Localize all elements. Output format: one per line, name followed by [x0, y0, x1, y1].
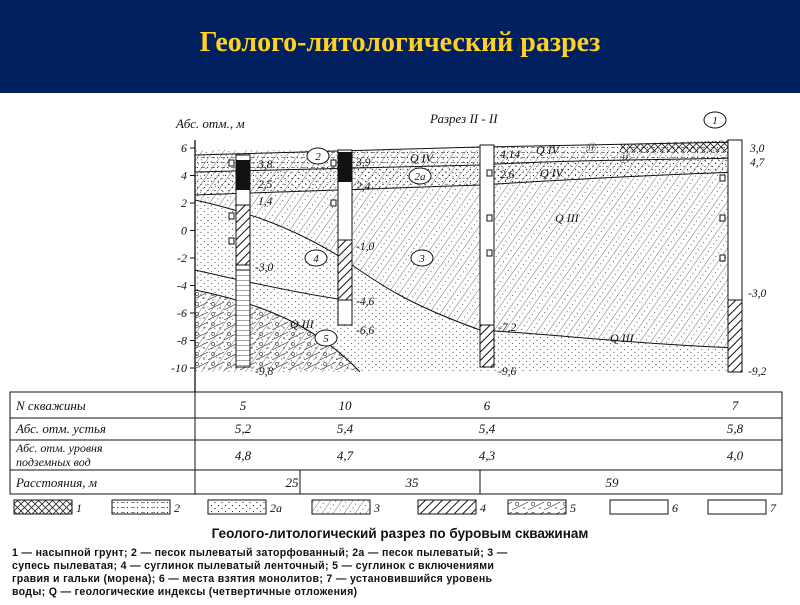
depth-label: -9,6: [498, 366, 517, 378]
elevation-label: 2,4: [356, 181, 371, 193]
well-data-table: [10, 392, 782, 494]
layer-1-fill: [620, 140, 740, 152]
distance-value: 25: [285, 475, 299, 490]
y-tick-label: 0: [181, 223, 187, 238]
depth-label: -9,2: [748, 366, 767, 378]
title-bar: [0, 0, 800, 93]
legend-symbol: [312, 500, 370, 514]
layer-number: 4: [313, 253, 319, 265]
y-tick-label: -2: [177, 251, 187, 265]
geologic-index: Q III: [290, 317, 314, 331]
well-10: [338, 150, 352, 325]
collar-elevation: 5,4: [478, 421, 496, 436]
table-row-label: N скважины: [16, 398, 86, 413]
layer-number: 3: [419, 253, 425, 265]
layer-number: 2а: [414, 171, 426, 183]
legend-text: [12, 547, 508, 598]
legend-line: 1 — насыпной грунт; 2 — песок пылеватый заторфованный; 2а — песок пылеватый; 3 —: [12, 547, 508, 559]
elevation-label: 2,5: [258, 179, 273, 191]
collar-elevation: 5,4: [336, 421, 354, 436]
y-tick-label: 6: [181, 141, 187, 155]
y-tick-label: 4: [181, 168, 187, 183]
water-level: 4,8: [234, 448, 252, 463]
well-7: [728, 140, 742, 372]
legend-symbol: [14, 500, 72, 514]
table-row-label: Абс. отм. устья: [16, 421, 106, 436]
depth-label: -9,8: [255, 366, 274, 378]
collar-elevation: 5,8: [726, 421, 744, 436]
depth-label: -6,6: [356, 325, 375, 337]
elevation-label: 3,9: [356, 157, 371, 169]
legend-symbol: [610, 500, 668, 514]
legend-symbol: [112, 500, 170, 514]
geologic-index: Q III: [555, 211, 579, 225]
elevation-label: 3,8: [258, 159, 273, 171]
well-number: 10: [338, 398, 352, 413]
legend-line: гравия и гальки (морена); 6 — места взятия монолитов; 7 — установившийся уровень: [12, 573, 493, 585]
legend-symbol: [208, 500, 266, 514]
water-level: 4,3: [478, 448, 496, 463]
legend-symbol: [508, 500, 566, 514]
geologic-index: Q IV: [540, 166, 563, 180]
collar-elevation: 5,2: [234, 421, 252, 436]
elevation-label: 2,6: [500, 169, 515, 181]
section-name: Разрез II - II: [430, 111, 498, 126]
legend-number: 2: [174, 501, 180, 515]
depth-label: -1,0: [356, 241, 375, 253]
geologic-index: Q IV: [536, 143, 559, 157]
y-tick-label: -6: [177, 306, 187, 320]
legend-line: супесь пылеватая; 4 — суглинок пылеватый ленточный; 5 — суглинок с включениями: [12, 560, 495, 572]
legend-number: 3: [374, 501, 380, 515]
geologic-section-figure: [0, 93, 800, 600]
well-5: [236, 155, 250, 367]
legend-number: 6: [672, 501, 678, 515]
distance-value: 59: [605, 475, 619, 490]
y-tick-label: 2: [181, 196, 187, 210]
water-level: 4,0: [726, 448, 744, 463]
legend-symbols: [14, 500, 777, 515]
elevation-label: 3,0: [750, 143, 765, 155]
legend-number: 4: [480, 501, 486, 515]
depth-label: -7,2: [498, 322, 517, 334]
elevation-label: 4,14: [500, 149, 521, 161]
axis-title: Абс. отм., м: [176, 116, 245, 131]
legend-number: 5: [570, 501, 576, 515]
table-row-label: подземных вод: [16, 455, 91, 469]
layer-number: ⑪: [618, 153, 630, 165]
y-tick-label: -4: [177, 278, 187, 293]
legend-number: 2а: [270, 501, 282, 515]
depth-label: -3,0: [255, 262, 274, 274]
legend-symbol: [708, 500, 766, 514]
legend-symbol: [418, 500, 476, 514]
depth-label: -3,0: [748, 288, 767, 300]
y-ticks: [171, 141, 195, 375]
y-tick-label: -10: [171, 361, 187, 375]
layer-number: ⑪: [584, 143, 596, 155]
y-tick-label: -8: [177, 333, 187, 348]
figure-caption: Геолого-литологический разрез по буровым скважинам: [211, 526, 589, 541]
slide-title: Геолого-литологический разрез: [199, 27, 601, 58]
geologic-index: Q III: [610, 331, 634, 345]
distance-value: 35: [405, 475, 419, 490]
table-row-label: Абс. отм. уровня: [16, 441, 103, 455]
layer-number: 1: [712, 115, 718, 127]
table-row-label: Расстояния, м: [16, 475, 98, 490]
layer-number: 5: [323, 333, 329, 345]
layer-number: 2: [315, 151, 321, 163]
geologic-index: Q IV: [410, 151, 433, 165]
well-number: 5: [239, 398, 247, 413]
well-number: 7: [731, 398, 739, 413]
legend-number: 1: [76, 501, 82, 515]
legend-line: воды; Q — геологические индексы (четвертичные отложения): [12, 586, 358, 598]
elevation-label: 1,4: [258, 196, 273, 208]
geologic-section-svg: [0, 93, 800, 600]
water-level: 4,7: [336, 448, 354, 463]
depth-label: -4,6: [356, 296, 375, 308]
well-number: 6: [483, 398, 491, 413]
elevation-label: 4,7: [750, 157, 765, 169]
legend-number: 7: [770, 501, 776, 515]
